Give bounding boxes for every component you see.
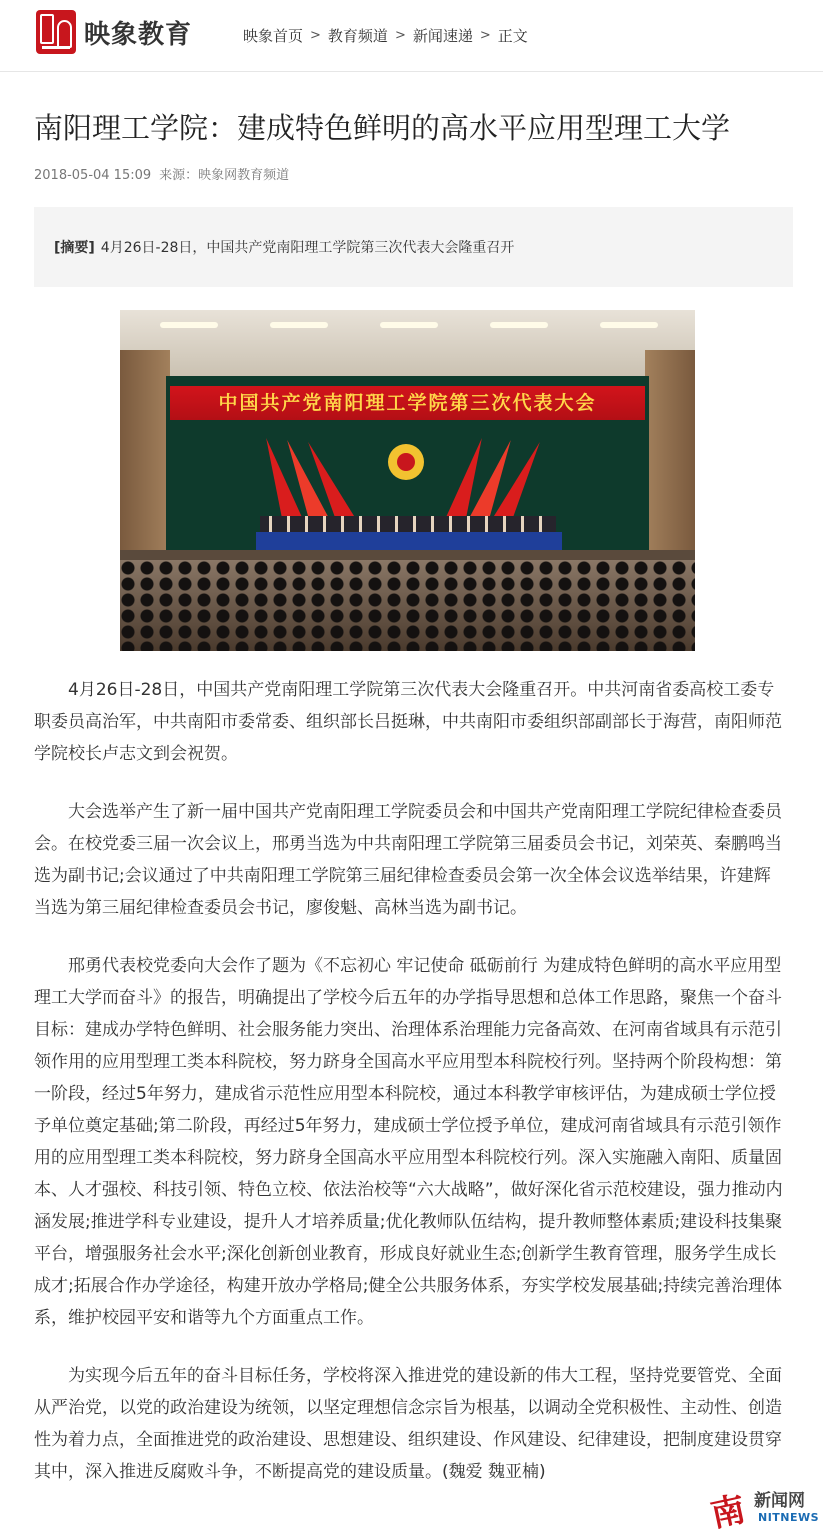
ceiling-light bbox=[270, 322, 328, 328]
summary-text bbox=[54, 237, 514, 257]
ceiling-light bbox=[160, 322, 218, 328]
article-paragraph: 为实现今后五年的奋斗目标任务，学校将深入推进党的建设新的伟大工程，坚持党要管党、全面从严治党，以党的政治建设为统领，以坚定理想信念宗旨为根基，以调动全党积极性、主动性、创造性为着力点，全面推进党的政治建设、思想建设、组织建设、作风建设、纪律建设，把制度建设贯穿其中，深入推进反腐败斗争，不断提高党的建设质量。(魏爱 魏亚楠) bbox=[34, 1366, 782, 1482]
ceiling-light bbox=[490, 322, 548, 328]
breadcrumb bbox=[243, 25, 528, 46]
article-title: 南阳理工学院：建成特色鲜明的高水平应用型理工大学 bbox=[34, 111, 731, 145]
ceiling-light bbox=[380, 322, 438, 328]
summary-content: 4月26日-28日，中国共产党南阳理工学院第三次代表大会隆重召开 bbox=[100, 240, 515, 256]
article-source: 来源：映象网教育频道 bbox=[159, 168, 290, 183]
logo-seal-stroke bbox=[40, 14, 54, 44]
breadcrumb-current: 正文 bbox=[497, 27, 528, 45]
breadcrumb-separator: > bbox=[310, 28, 321, 43]
logo-seal-stroke bbox=[57, 20, 72, 48]
article-paragraph: 4月26日-28日，中国共产党南阳理工学院第三次代表大会隆重召开。中共河南省委高校工委专职委员高治军，中共南阳市委常委、组织部长吕挺琳，中共南阳市委组织部副部长于海营，南阳师范学院校长卢志文到会祝贺。 bbox=[34, 680, 782, 764]
summary-tag: [摘要] bbox=[54, 240, 95, 256]
watermark-sub: NITNEWS bbox=[758, 1511, 820, 1524]
article-paragraph: 大会选举产生了新一届中国共产党南阳理工学院委员会和中国共产党南阳理工学院纪律检查委员会。在校党委三届一次会议上，邢勇当选为中共南阳理工学院第三届委员会书记，刘荣英、秦鹏鸣当选为副书记;会议通过了中共南阳理工学院第三届纪律检查委员会第一次全体会议选举结果，许建辉当选为第三届纪律检查委员会书记，廖俊魁、高林当选为副书记。 bbox=[34, 802, 782, 918]
article-body bbox=[34, 674, 786, 1514]
site-watermark bbox=[707, 1478, 822, 1536]
article-summary-box bbox=[34, 207, 793, 287]
photo-audience bbox=[120, 560, 695, 651]
article-date: 2018-05-04 15:09 bbox=[34, 168, 152, 183]
article-meta bbox=[34, 164, 289, 183]
site-logo-icon[interactable] bbox=[36, 10, 76, 54]
photo-wall-right bbox=[645, 350, 695, 550]
photo-wall-left bbox=[120, 350, 170, 550]
breadcrumb-home-link[interactable]: 映象首页 bbox=[243, 27, 304, 45]
party-emblem-icon bbox=[388, 444, 424, 480]
article-photo bbox=[120, 310, 695, 651]
breadcrumb-news-link[interactable]: 新闻速递 bbox=[412, 27, 473, 45]
article-paragraph: 邢勇代表校党委向大会作了题为《不忘初心 牢记使命 砥砺前行 为建成特色鲜明的高水平应用型理工大学而奋斗》的报告，明确提出了学校今后五年的办学指导思想和总体工作思路，聚焦一个奋斗目标：建成办学特色鲜明、社会服务能力突出、治理体系治理能力完备高效、在河南省域具有示范引领作用的应用型理工类本科院校，努力跻身全国高水平应用型本科院校行列。坚持两个阶段构想：第一阶段，经过5年努力，建成省示范性应用型本科院校，通过本科教学审核评估，为建成硕士学位授予单位奠定基础;第二阶段，再经过5年努力，建成硕士学位授予单位，建成河南省域具有示范引领作用的应用型理工类本科院校，努力跻身全国高水平应用型本科院校行列。深入实施融入南阳、质量固本、人才强校、科技引领、特色立校、依法治校等“六大战略”，做好深化省示范校建设，强力推动内涵发展;推进学科专业建设，提升人才培养质量;优化教师队伍结构，提升教师整体素质;建设科技集聚平台，增强服务社会水平;深化创新创业教育，形成良好就业生态;创新学生教育管理，服务学生成长成才;拓展合作办学途径，构建开放办学格局;健全公共服务体系，夯实学校发展基础;持续完善治理体系，维护校园平安和谐等九个方面重点工作。 bbox=[34, 956, 783, 1328]
photo-stage-banner: 中国共产党南阳理工学院第三次代表大会 bbox=[170, 386, 645, 420]
photo-ceiling bbox=[120, 310, 695, 380]
breadcrumb-channel-link[interactable]: 教育频道 bbox=[327, 27, 388, 45]
watermark-logo-icon: 南 bbox=[707, 1489, 749, 1536]
breadcrumb-separator: > bbox=[479, 28, 491, 43]
logo-seal-stroke bbox=[42, 46, 70, 49]
breadcrumb-separator: > bbox=[394, 28, 406, 43]
site-brand-name[interactable]: 映象教育 bbox=[84, 20, 193, 50]
site-header bbox=[0, 0, 823, 72]
watermark-name: 新闻网 bbox=[754, 1491, 805, 1511]
ceiling-light bbox=[600, 322, 658, 328]
